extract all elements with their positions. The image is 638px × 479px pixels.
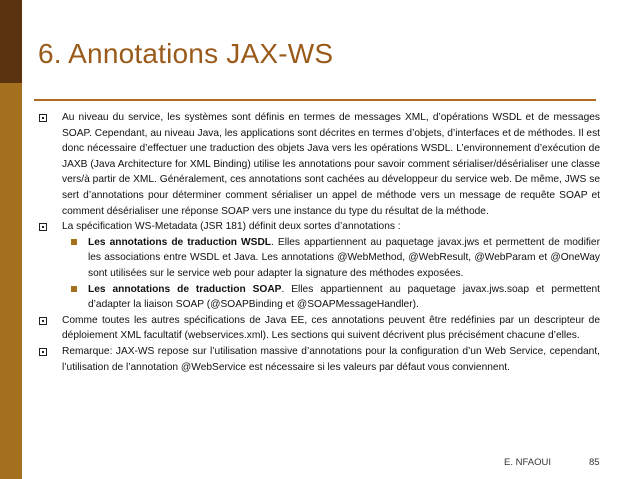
sub-bullet-item	[62, 235, 600, 282]
title-underline	[34, 99, 596, 101]
bullet-text: Au niveau du service, les systèmes sont définis en termes de messages XML, d’opérations WSDL et de messages SOAP. Cependant, au niveau Java, les applications sont décrites en termes d’objets, d’interfaces et de méthodes. Il est donc nécessaire d’effectuer une traduction des objets Java vers les opérations WSDL. L’environnement d’exécution de JAXB (Java Architecture for XML Binding) utilise les annotations pour savoir comment sérialiser/désérialiser une classe vers/à partir de XML. Généralement, ces annotations sont cachées au développeur du service web. De même, JWS se sert d’annotations pour déterminer comment sérialiser un appel de méthode vers un message de requête SOAP et comment désérialiser une réponse SOAP vers une instance du type du résultat de la méthode.	[62, 112, 600, 217]
sub-bullet-heading: Les annotations de traduction SOAP	[88, 283, 282, 295]
sub-bullet-text: . Elles appartiennent au paquetage javax.jws.soap et permettent d’adapter la liaison SOAP (@SOAPBinding et @SOAPMessageHandler).	[88, 283, 600, 311]
sub-bullet-item	[62, 282, 600, 313]
bullet-text: La spécification WS-Metadata (JSR 181) définit deux sortes d’annotations :	[62, 221, 401, 233]
bullet-item	[38, 219, 600, 235]
sub-bullet-heading: Les annotations de traduction WSDL	[88, 236, 272, 248]
left-decoration-bar-top	[0, 0, 22, 83]
bullet-text: Comme toutes les autres spécifications de Java EE, ces annotations peuvent être redéfinies par un descripteur de déploiement XML facultatif (webservices.xml). Les sections qui suivent décrivent plus précisément chacune d’elles.	[62, 314, 600, 342]
square-bullet-icon	[39, 114, 47, 122]
footer-author: E. NFAOUI	[504, 457, 551, 468]
filled-square-bullet-icon	[71, 239, 77, 245]
slide-title: 6. Annotations JAX-WS	[38, 38, 334, 69]
square-bullet-icon	[39, 317, 47, 325]
slide-content	[38, 110, 600, 375]
page-number: 85	[589, 457, 600, 468]
square-bullet-icon	[39, 223, 47, 231]
sub-bullet-text: . Elles appartiennent au paquetage javax.jws et permettent de modifier les associations entre WSDL et Java. Les annotations @WebMethod, @WebResult, @WebParam et @OneWay sont utilisées sur le service web pour adapter la signature des méthodes exposées.	[88, 236, 600, 279]
square-bullet-icon	[39, 348, 47, 356]
bullet-item	[38, 344, 600, 375]
filled-square-bullet-icon	[71, 286, 77, 292]
bullet-item	[38, 313, 600, 344]
bullet-text: Remarque: JAX-WS repose sur l’utilisation massive d’annotations pour la configuration d’un Web Service, cependant, l’utilisation de l’annotation @WebService est nécessaire si les valeurs par défaut vous conviennent.	[62, 345, 600, 373]
bullet-item	[38, 110, 600, 219]
